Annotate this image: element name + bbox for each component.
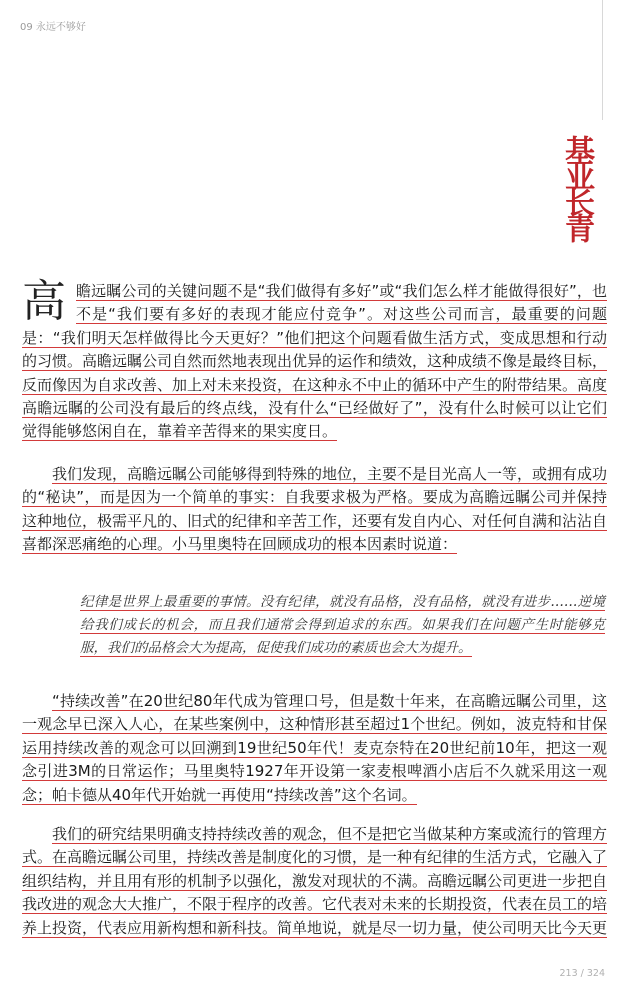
chapter-header: 09 永远不够好 xyxy=(20,22,86,33)
drop-cap: 高 xyxy=(22,276,66,327)
paragraph-3-text: “持续改善”在20世纪80年代成为管理口号，但是数十年来，在高瞻远瞩公司里，这一观念早已深入人心，在某些案例中，这种情形甚至超过1个世纪。例如，波克特和甘保运用持续改善的观念可以回溯到19世纪50年代！麦克奈特在20世纪前10年，把这一观念引进3M的日常运作；马里奥特1927年开设第一家麦根啤酒小店后不久就采用这一观念；帕卡德从40年代开始就一再使用“持续改善”这个名词。 xyxy=(22,692,607,804)
block-quote-text: 纪律是世界上最重要的事情。没有纪律，就没有品格，没有品格，就没有进步……逆境给我们成长的机会，而且我们通常会得到追求的东西。如果我们在问题产生时能够克服，我们的品格会大为提高，促使我们成功的素质也会大为提升。 xyxy=(80,594,605,656)
paragraph-2 xyxy=(22,463,607,557)
paragraph-4 xyxy=(22,823,607,940)
block-quote xyxy=(80,591,605,660)
paragraph-1 xyxy=(22,276,608,444)
paragraph-1-text: 瞻远瞩公司的关键问题不是“我们做得有多好”或“我们怎么样才能做得很好”，也不是“我们要有多好的表现才能应付竞争”。对这些公司而言，最重要的问题是：“我们明天怎样做得比今天更好？”他们把这个问题看做生活方式，变成思想和行动的习惯。高瞻远瞩公司自然而然地表现出优异的运作和绩效，这种成绩不像是最终目标，反而像因为自求改善、加上对未来投资，在这种永不中止的循环中产生的附带结果。高度高瞻远瞩的公司没有最后的终点线，没有什么“已经做好了”，没有什么时候可以让它们觉得能够悠闲自在，靠着辛苦得来的果实度日。 xyxy=(22,282,608,441)
paragraph-4-text: 我们的研究结果明确支持持续改善的观念，但不是把它当做某种方案或流行的管理方式。在高瞻远瞩公司里，持续改善是制度化的习惯，是一种有纪律的生活方式，它融入了组织结构，并且用有形的机制予以强化，激发对现状的不满。高瞻远瞩公司更进一步把自我改进的观念大大推广，不限于程序的改善。它代表对未来的长期投资，代表在员工的培养上投资，代表应用新构想和新科技。简单地说，就是尽一切力量，使公司明天比今天更 xyxy=(22,825,608,937)
page-number: 213 / 324 xyxy=(559,968,605,979)
book-title-logo: 基业长青 xyxy=(559,135,594,239)
paragraph-2-text: 我们发现，高瞻远瞩公司能够得到特殊的地位，主要不是目光高人一等，或拥有成功的“秘诀”，而是因为一个简单的事实：自我要求极为严格。要成为高瞻远瞩公司并保持这种地位，极需平凡的、旧式的纪律和辛苦工作，还要有发自内心、对任何自满和沾沾自喜都深恶痛绝的心理。小马里奥特在回顾成功的根本因素时说道： xyxy=(22,465,608,554)
page-edge-rule xyxy=(602,0,603,120)
paragraph-3 xyxy=(22,690,607,807)
